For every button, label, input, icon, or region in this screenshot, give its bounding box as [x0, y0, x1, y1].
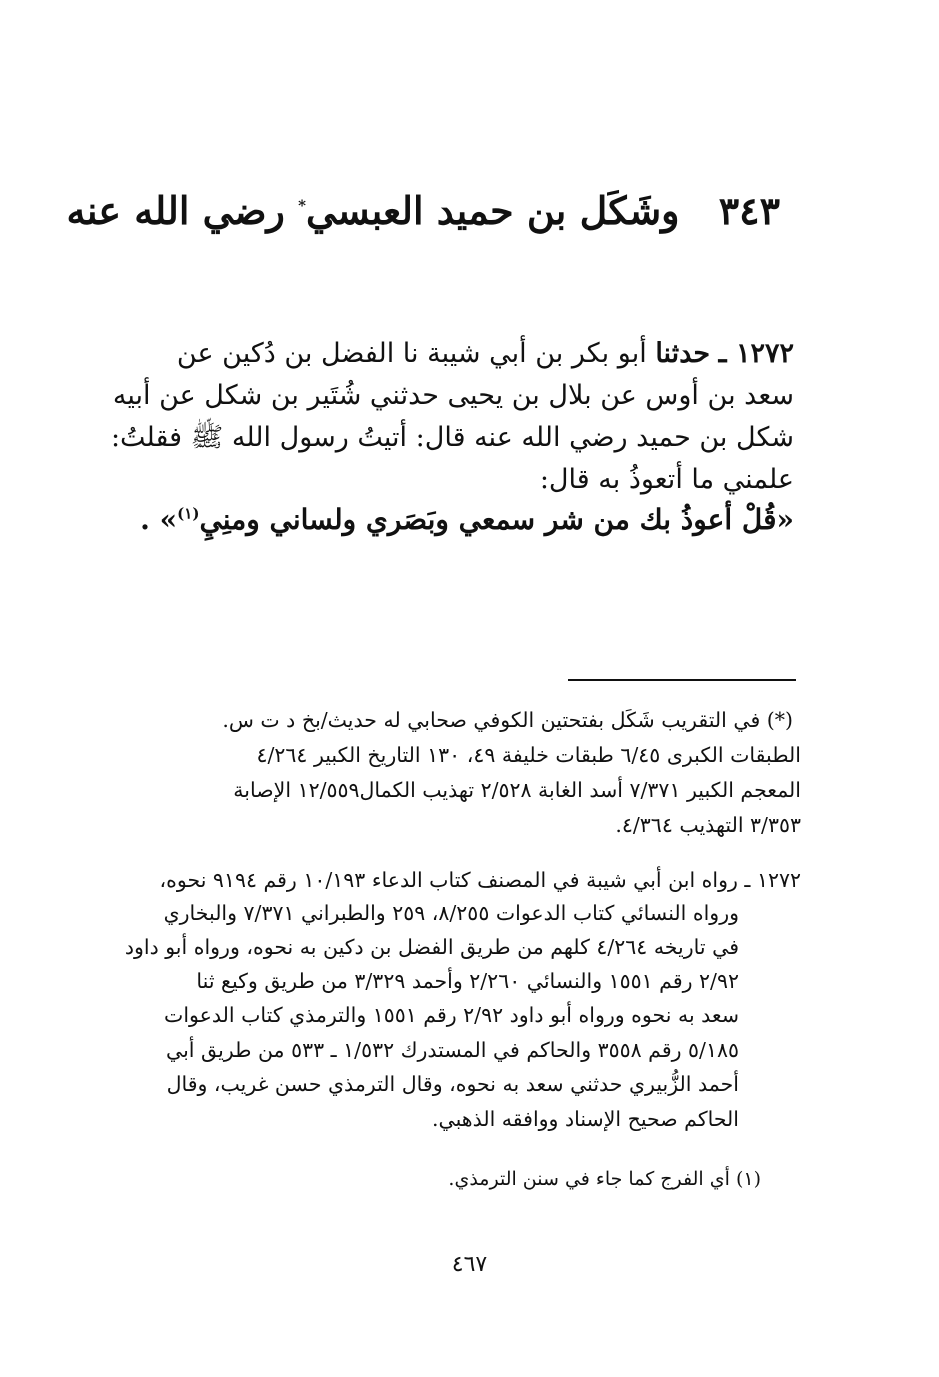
- footnote-ref-1: (١): [177, 504, 200, 523]
- hadith-note-line-3: في تاريخه ٤/٢٦٤ كلهم من طريق الفضل بن دكين به نحوه، ورواه أبو داود: [124, 935, 739, 959]
- hadith-line-3: شكل بن حميد رضي الله عنه قال: أتيتُ رسول الله ﷺ فقلتُ:: [110, 422, 794, 453]
- chapter-asterisk: *: [298, 196, 306, 215]
- supplication-end: » .: [140, 503, 178, 536]
- hadith-line-1: [177, 340, 794, 367]
- star-note-line-2: الطبقات الكبرى ٦/٤٥ طبقات خليفة ٤٩، ١٣٠ التاريخ الكبير ٤/٢٦٤: [256, 743, 801, 767]
- hadith-opening-word: حدثنا: [655, 338, 711, 369]
- hadith-note-line-6: ٥/١٨٥ رقم ٣٥٥٨ والحاكم في المستدرك ١/٥٣٢ ـ ٥٣٣ من طريق أبي: [166, 1038, 739, 1062]
- hadith-line-1-text: أبو بكر بن أبي شيبة نا الفضل بن دُكين عن: [176, 338, 647, 369]
- hadith-note-line-5: سعد به نحوه ورواه أبو داود ٢/٩٢ رقم ١٥٥١ والترمذي كتاب الدعوات: [164, 1003, 739, 1027]
- star-note-line-3: المعجم الكبير ٧/٣٧١ أسد الغابة ٢/٥٢٨ تهذيب الكمال١٢/٥٥٩ الإصابة: [233, 778, 801, 802]
- chapter-number: ٣٤٣: [718, 188, 780, 233]
- hadith-line-4: علمني ما أتعوذُ به قال:: [539, 464, 794, 495]
- chapter-heading: [66, 188, 780, 233]
- hadith-note-line-4: ٢/٩٢ رقم ١٥٥١ والنسائي ٢/٢٦٠ وأحمد ٣/٣٢٩ من طريق وكيع ثنا: [196, 969, 739, 993]
- hadith-line-2: سعد بن أوس عن بلال بن يحيى حدثني شُتَير بن شكل عن أبيه: [112, 380, 794, 411]
- hadith-note-line-1: ١٢٧٢ ـ رواه ابن أبي شيبة في المصنف كتاب الدعاء ١٠/١٩٣ رقم ٩١٩٤ نحوه،: [159, 868, 801, 892]
- star-note-line-1: (*) في التقريب شَكَل بفتحتين الكوفي صحابي له حديث/بخ د ت س.: [222, 708, 793, 732]
- chapter-title: وشَكَل بن حميد العبسي: [306, 188, 680, 233]
- hadith-number: ١٢٧٢ ـ: [718, 338, 794, 369]
- footnote-separator: [568, 679, 796, 681]
- hadith-note-line-7: أحمد الزُّبيري حدثني سعد به نحوه، وقال الترمذي حسن غريب، وقال: [166, 1072, 739, 1096]
- footnote-1: (١) أي الفرج كما جاء في سنن الترمذي.: [448, 1168, 761, 1190]
- page-number: ٤٦٧: [451, 1252, 488, 1277]
- supplication-line: [140, 503, 794, 536]
- star-note-line-4: ٣/٣٥٣ التهذيب ٤/٣٦٤.: [615, 813, 801, 837]
- supplication-text: «قُلْ أعوذُ بك من شر سمعي وبَصَري ولساني ومنِيِ: [199, 503, 794, 536]
- chapter-suffix: رضي الله عنه: [66, 188, 285, 233]
- hadith-note-line-8: الحاكم صحيح الإسناد ووافقه الذهبي.: [431, 1107, 739, 1131]
- hadith-note-line-2: ورواه النسائي كتاب الدعوات ٨/٢٥٥، ٢٥٩ والطبراني ٧/٣٧١ والبخاري: [163, 901, 739, 925]
